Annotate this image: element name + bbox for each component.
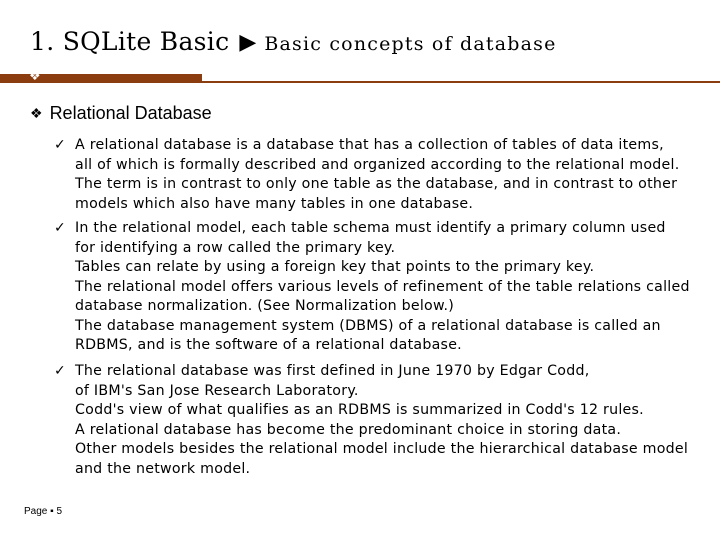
page-label: Page [24, 506, 48, 517]
diamond-ornament-icon: ❖ [29, 69, 41, 84]
page-separator: ▪ [50, 506, 54, 517]
bullet-item-1 [54, 136, 679, 214]
bullet-line: The term is in contrast to only one table as the database, and in contrast to other [75, 176, 678, 192]
diamond-bullet-icon: ❖ [30, 105, 43, 121]
bullet-line: and the network model. [75, 460, 251, 477]
section-heading [30, 103, 212, 124]
bullet-line: models which also have many tables in one database. [75, 195, 474, 212]
title-divider-line [202, 81, 720, 83]
page-number: 5 [56, 506, 63, 517]
bullet-line: A relational database has become the predominant choice in storing data. [75, 421, 622, 438]
bullet-line: Codd's view of what qualifies as an RDBMS is summarized in Codd's 12 rules. [75, 402, 644, 418]
title-sub: Basic concepts of database [264, 33, 557, 55]
bullet-line: Other models besides the relational model include the hierarchical database model [75, 441, 689, 457]
title-main: 1. SQLite Basic [30, 27, 230, 56]
section-heading-text: Relational Database [49, 103, 212, 123]
bullet-item-2 [54, 219, 690, 356]
bullet-line: A relational database is a database that has a collection of tables of data items, [75, 137, 664, 153]
bullet-line: all of which is formally described and organized according to the relational model. [75, 156, 680, 173]
check-mark-icon: ✓ [54, 220, 66, 236]
bullet-line: In the relational model, each table schema must identify a primary column used [75, 220, 666, 236]
bullet-line: RDBMS, and is the software of a relational database. [75, 337, 462, 353]
check-mark-icon: ✓ [54, 363, 66, 379]
page-footer [24, 506, 62, 517]
bullet-line: The relational model offers various levels of refinement of the table relations called [75, 278, 690, 295]
bullet-line: Tables can relate by using a foreign key that points to the primary key. [75, 259, 595, 275]
check-mark-icon: ✓ [54, 137, 66, 153]
bullet-line: The relational database was first defined in June 1970 by Edgar Codd, [75, 363, 590, 379]
slide-title [30, 27, 557, 56]
triangle-arrow-icon: ▶ [239, 30, 257, 55]
bullet-line: database normalization. (See Normalization below.) [75, 298, 455, 314]
bullet-line: for identifying a row called the primary key. [75, 239, 396, 256]
bullet-line: The database management system (DBMS) of a relational database is called an [75, 317, 661, 334]
bullet-line: of IBM's San Jose Research Laboratory. [75, 382, 359, 399]
bullet-item-3 [54, 362, 688, 479]
